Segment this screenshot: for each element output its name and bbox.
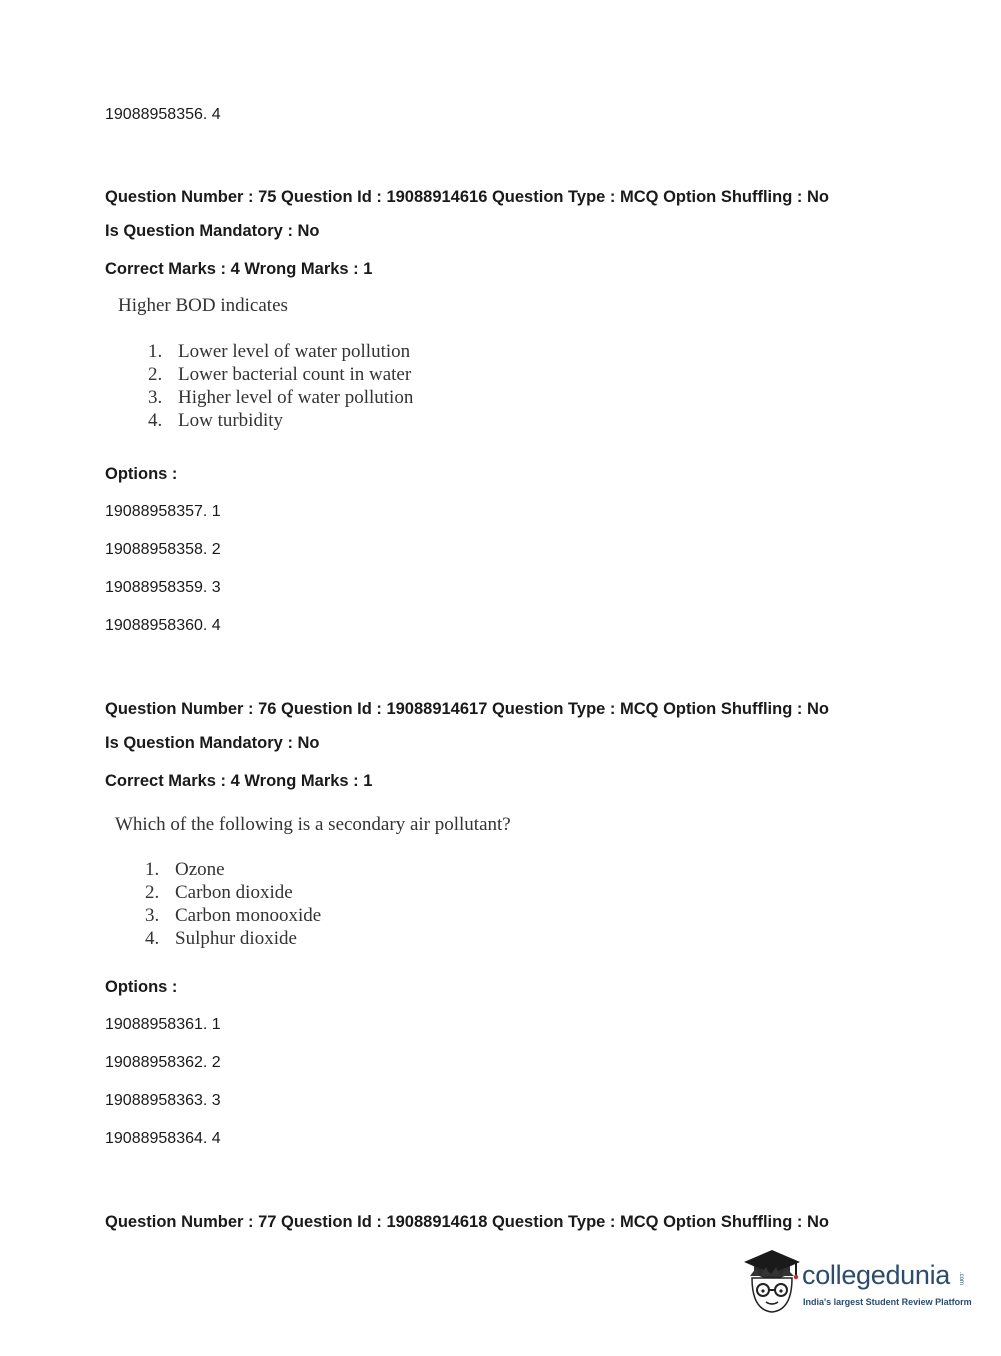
- collegedunia-logo: [740, 1248, 972, 1318]
- q76-choice: 4. Sulphur dioxide: [145, 928, 297, 949]
- q75-option: 19088958360. 4: [105, 617, 221, 634]
- q75-options-label: Options :: [105, 465, 178, 483]
- q75-option: 19088958357. 1: [105, 503, 221, 520]
- q75-option: 19088958358. 2: [105, 541, 221, 558]
- q76-option: 19088958363. 3: [105, 1092, 221, 1109]
- previous-option: 19088958356. 4: [105, 106, 221, 123]
- q75-stem: Higher BOD indicates: [118, 295, 288, 316]
- q76-option: 19088958362. 2: [105, 1054, 221, 1071]
- q76-marks: Correct Marks : 4 Wrong Marks : 1: [105, 772, 373, 790]
- q76-header: Question Number : 76 Question Id : 19088914617 Question Type : MCQ Option Shuffling : No: [105, 700, 829, 718]
- q77-header: Question Number : 77 Question Id : 19088914618 Question Type : MCQ Option Shuffling : No: [105, 1213, 829, 1231]
- q76-option: 19088958361. 1: [105, 1016, 221, 1033]
- q75-header: Question Number : 75 Question Id : 19088914616 Question Type : MCQ Option Shuffling : No: [105, 188, 829, 206]
- q75-choice: 3. Higher level of water pollution: [148, 387, 414, 408]
- q76-choice: 3. Carbon monooxide: [145, 905, 322, 926]
- q75-option: 19088958359. 3: [105, 579, 221, 596]
- logo-suffix: .com: [958, 1272, 964, 1286]
- logo-wordmark: collegedunia: [802, 1260, 951, 1290]
- q75-choice: 2. Lower bacterial count in water: [148, 364, 412, 385]
- q75-choice-list: [148, 340, 413, 432]
- mascot-icon: [740, 1248, 802, 1318]
- logo-tagline: India's largest Student Review Platform: [803, 1297, 972, 1307]
- q76-options-label: Options :: [105, 978, 178, 996]
- q75-choice: 1. Lower level of water pollution: [148, 341, 411, 362]
- q76-choice-list: [145, 858, 321, 950]
- q76-mandatory: Is Question Mandatory : No: [105, 734, 320, 752]
- q75-choice: 4. Low turbidity: [148, 410, 284, 431]
- q75-mandatory: Is Question Mandatory : No: [105, 222, 320, 240]
- q75-marks: Correct Marks : 4 Wrong Marks : 1: [105, 260, 373, 278]
- q76-stem: Which of the following is a secondary air pollutant?: [115, 814, 511, 835]
- q76-choice: 2. Carbon dioxide: [145, 882, 293, 903]
- q76-choice: 1. Ozone: [145, 859, 225, 880]
- q76-option: 19088958364. 4: [105, 1130, 221, 1147]
